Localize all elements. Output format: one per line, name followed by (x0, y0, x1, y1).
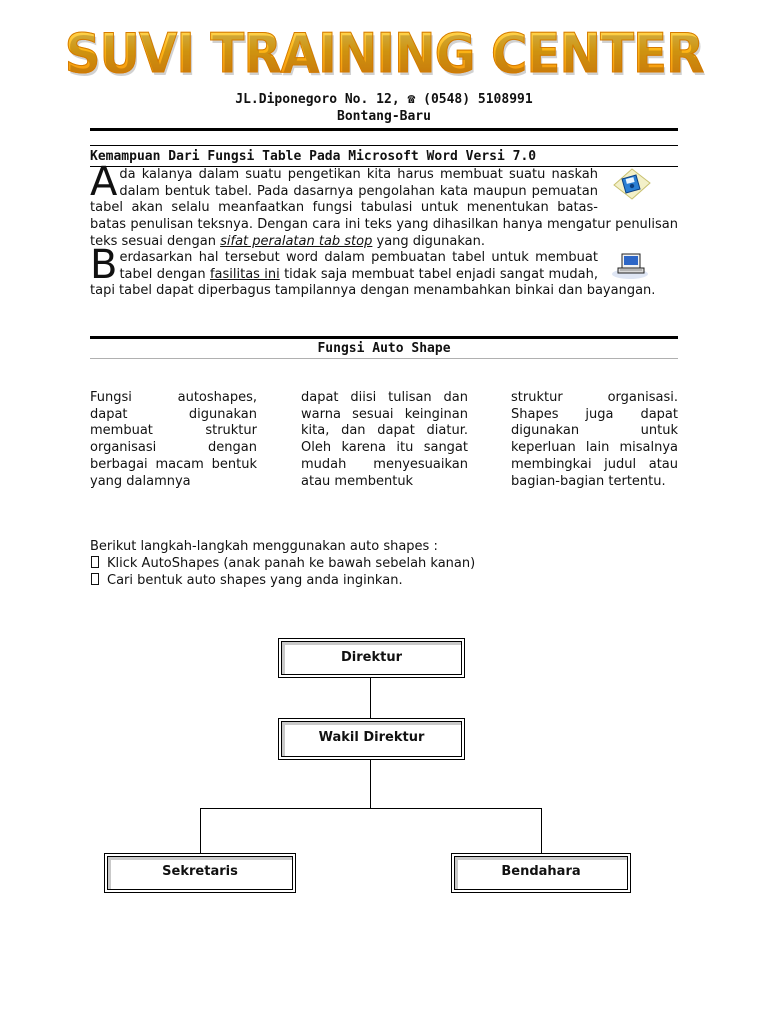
step-text: Cari bentuk auto shapes yang anda inginkan. (107, 573, 403, 588)
training-center-logo: SUVI TRAINING CENTER (31, 22, 738, 85)
computer-icon (610, 250, 654, 280)
drop-cap-a: A (90, 159, 118, 205)
paragraph-text: da kalanya dalam suatu pengetikan kita harus membuat suatu naskah dalam bentuk tabel. Pada dasarnya pengolahan kata maupun pemuatan tabel akan selalu meanfaatkan fungsi tabulasi untuk menentukan batas-batas penulisan teksnya. Dengan cara ini teks yang dihasilkan hanya mengatur penulisan teks sesuai dengan (90, 167, 678, 249)
tab-stop-link[interactable]: sifat peralatan tab stop (220, 233, 373, 249)
connector-sekretaris (200, 808, 201, 853)
steps-intro: Berikut langkah-langkah menggunakan auto shapes : (90, 539, 438, 554)
paragraph-text-end: tidak saja membuat tabel enjadi sangat mudah, tapi tabel dapat diperbagus tampilannya dengan menambahkan binkai dan bayangan. (90, 266, 656, 299)
list-item (90, 555, 678, 572)
address-city: Bontang-Baru (337, 109, 431, 124)
bullet-icon (91, 556, 99, 568)
floppy-disk-icon (610, 167, 654, 201)
text-column-2: dapat diisi tulisan dan warna sesuai keinginan kita, dan dapat diatur. Oleh karena itu sangat mudah menyesuaikan atau membentuk (301, 390, 468, 489)
connector-bendahara (541, 808, 542, 853)
connector-wakil-branch (370, 760, 371, 808)
bullet-icon (91, 573, 99, 585)
text-column-1: Fungsi autoshapes, dapat digunakan membuat struktur organisasi dengan berbagai macam bentuk yang dalamnya (90, 390, 257, 489)
address-line: JL.Diponegoro No. 12, ☎ (0548) 5108991 (235, 92, 533, 107)
org-box-wakil-direktur: Wakil Direktur (278, 718, 465, 760)
fasilitas-link[interactable]: fasilitas ini (209, 266, 280, 282)
connector-horizontal (200, 808, 542, 809)
connector-direktur-wakil (370, 678, 371, 718)
paragraph-text: erdasarkan hal tersebut word dalam pembuatan tabel untuk membuat tabel dengan (119, 250, 598, 282)
org-box-bendahara: Bendahara (451, 853, 631, 893)
heading-underline (90, 358, 678, 359)
title-top-rule (90, 145, 678, 146)
auto-shape-heading: Fungsi Auto Shape (317, 341, 451, 356)
paragraph-tabulasi (90, 159, 678, 251)
section-divider (90, 336, 678, 339)
text-column-3: struktur organisasi. Shapes juga dapat digunakan untuk keperluan lain misalnya membingkai judul atau bagian-bagian tertentu. (511, 390, 678, 489)
drop-cap-b: B (90, 242, 118, 288)
section-title: Kemampuan Dari Fungsi Table Pada Microsoft Word Versi 7.0 (90, 149, 537, 164)
org-box-direktur: Direktur (278, 638, 465, 678)
header-divider (90, 128, 678, 131)
org-box-sekretaris: Sekretaris (104, 853, 296, 893)
paragraph-text-end: yang digunakan. (372, 233, 485, 249)
list-item (90, 572, 678, 589)
step-text: Klick AutoShapes (anak panah ke bawah sebelah kanan) (107, 556, 476, 571)
paragraph-fasilitas (90, 242, 678, 300)
